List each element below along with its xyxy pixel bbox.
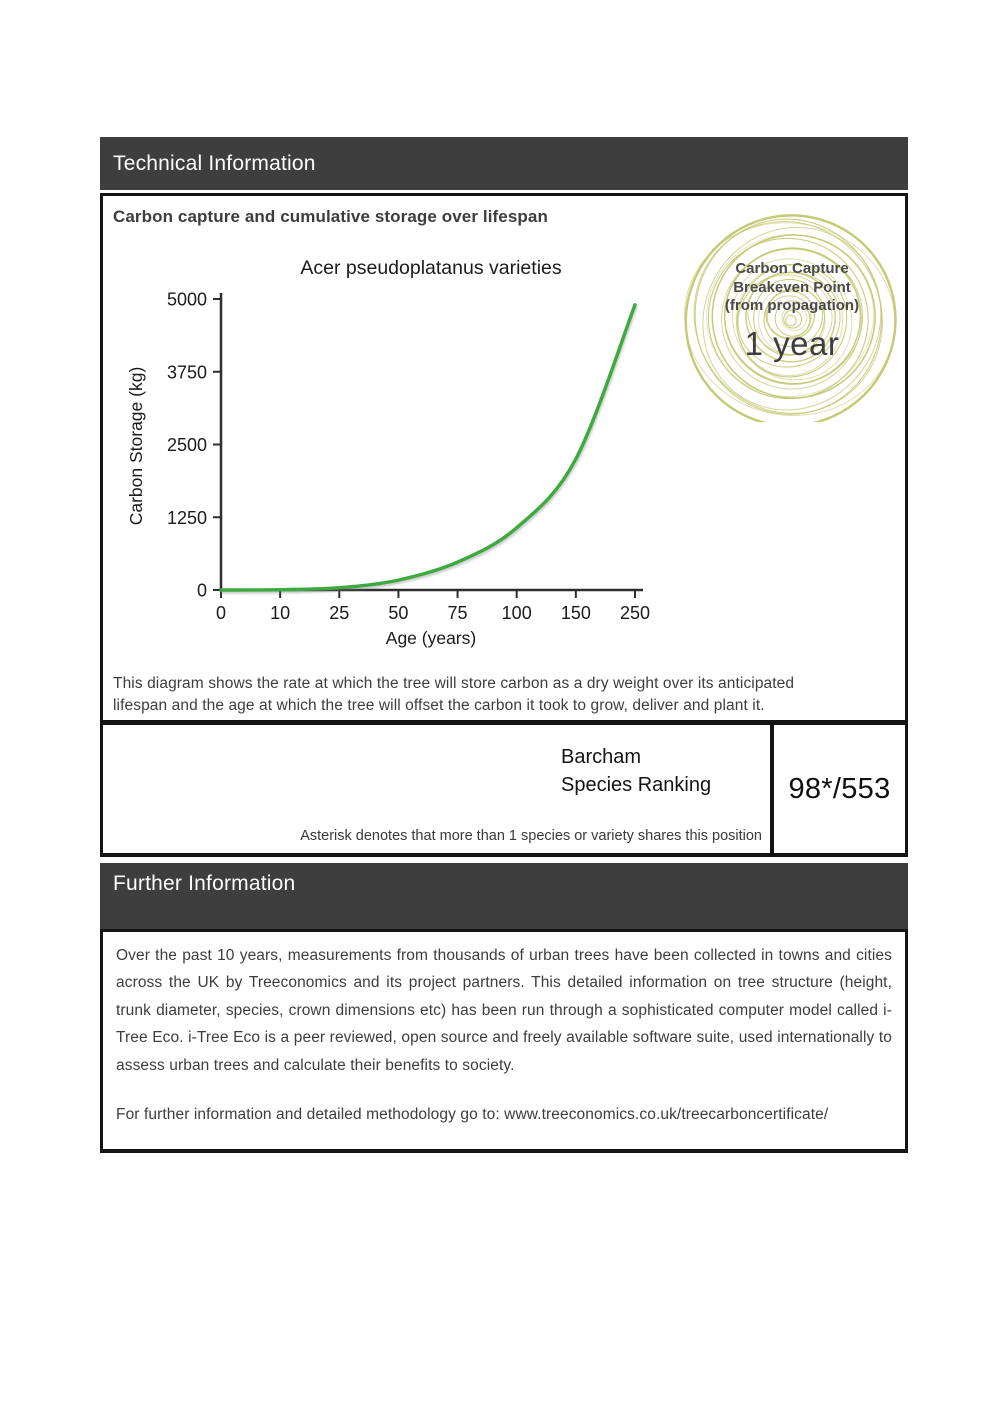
y-tick-label: 0 xyxy=(196,580,207,601)
chart-section-title: Carbon capture and cumulative storage over lifespan xyxy=(113,207,548,226)
chart-title: Acer pseudoplatanus varieties xyxy=(300,257,562,279)
chart-description-line-1: This diagram shows the rate at which the tree will store carbon as a dry weight over its anticipated xyxy=(113,675,795,692)
y-tick-label: 2500 xyxy=(166,435,207,455)
y-tick-label: 1250 xyxy=(166,507,207,528)
species-ranking-value-cell xyxy=(774,725,905,853)
further-information-section xyxy=(100,929,908,1153)
x-axis-label: Age (years) xyxy=(385,628,477,648)
y-tick-label: 5000 xyxy=(166,289,207,310)
technical-information-title: Technical Information xyxy=(113,151,316,175)
further-information-title: Further Information xyxy=(113,872,296,895)
species-ranking-label xyxy=(561,743,711,799)
badge-line-3: (from propagation) xyxy=(724,297,860,314)
species-ranking-row xyxy=(100,723,908,857)
asterisk-note: Asterisk denotes that more than 1 species or variety shares this position xyxy=(300,828,762,844)
carbon-storage-curve xyxy=(221,305,635,590)
x-tick-label: 10 xyxy=(270,603,291,623)
chart-description xyxy=(113,673,794,717)
technical-information-header xyxy=(100,137,908,190)
x-tick-label: 250 xyxy=(619,603,651,623)
y-axis-label: Carbon Storage (kg) xyxy=(126,366,146,526)
chart-description-line-2: lifespan and the age at which the tree will offset the carbon it took to grow, deliver and plant it. xyxy=(113,697,765,714)
breakeven-badge xyxy=(683,208,901,422)
ranking-label-line-2: Species Ranking xyxy=(561,774,712,796)
badge-line-1: Carbon Capture xyxy=(735,260,849,277)
x-tick-label: 25 xyxy=(329,603,350,623)
x-tick-label: 150 xyxy=(560,603,591,623)
y-tick-label: 3750 xyxy=(166,362,207,383)
species-ranking-label-cell xyxy=(103,725,774,853)
x-tick-label: 100 xyxy=(501,603,532,623)
badge-line-2: Breakeven Point xyxy=(733,278,851,296)
x-tick-label: 75 xyxy=(447,603,468,623)
further-information-header xyxy=(100,863,908,929)
breakeven-value: 1 year xyxy=(744,324,840,362)
ranking-label-line-1: Barcham xyxy=(561,746,642,768)
methodology-link-line: For further information and detailed methodology go to: www.treeconomics.co.uk/treecarboncertificate/ xyxy=(116,1106,829,1124)
breakeven-badge-text xyxy=(683,260,901,363)
x-tick-label: 0 xyxy=(215,603,227,623)
further-information-paragraph: Over the past 10 years, measurements from thousands of urban trees have been collected in towns and cities across the UK by Treeconomics and its project partners. This detailed information on tree structure (height, trunk diameter, species, crown dimensions etc) has been run through a sophisticated computer model called i-Tree Eco. i-Tree Eco is a peer reviewed, open source and freely available software suite, used internationally to assess urban trees and calculate their benefits to society. xyxy=(116,947,892,1074)
species-ranking-value: 98*/553 xyxy=(788,772,891,805)
technical-section xyxy=(100,193,908,723)
tree-carbon-certificate xyxy=(100,137,908,1153)
x-tick-label: 50 xyxy=(388,603,409,623)
